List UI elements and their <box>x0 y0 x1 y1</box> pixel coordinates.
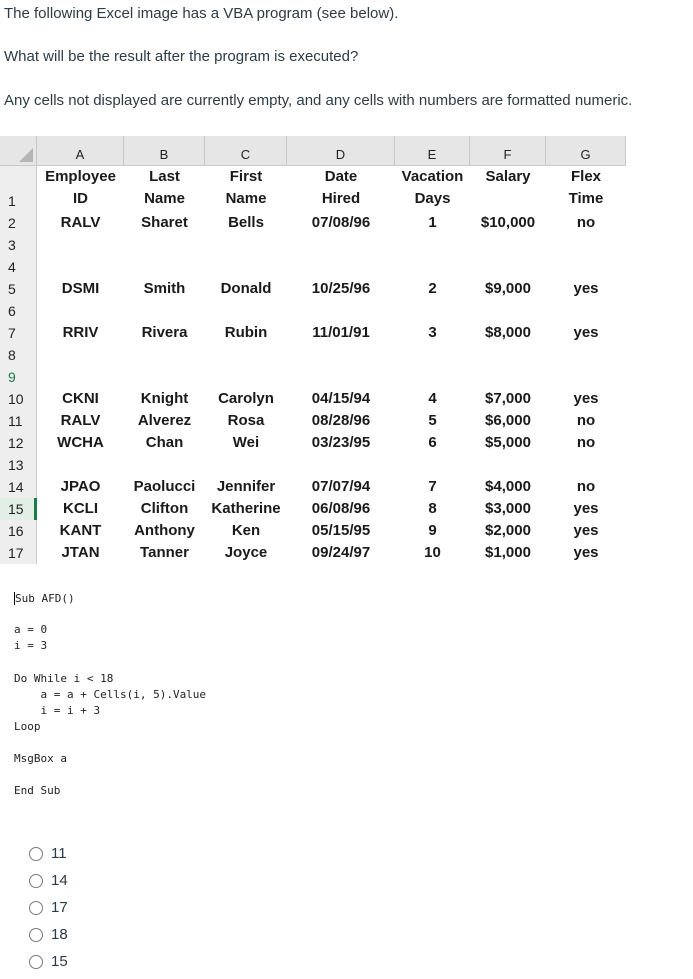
header-line1-b: Last <box>149 168 180 185</box>
cell-f14: $4,000 <box>485 478 531 495</box>
cell-g10: yes <box>573 390 599 407</box>
select-all-corner <box>0 136 37 166</box>
cell-f10: $7,000 <box>485 390 531 407</box>
header-line1-d: Date <box>324 168 358 185</box>
cell-e7: 3 <box>428 324 437 341</box>
cell-g12: no <box>576 434 596 451</box>
header-line2-g: Time <box>568 190 604 207</box>
row-header-11: 11 <box>8 413 23 429</box>
row-header-14: 14 <box>8 479 24 495</box>
cell-d10: 04/15/94 <box>311 390 371 407</box>
row-header-16: 16 <box>8 523 24 539</box>
cell-g14: no <box>576 478 596 495</box>
cell-e12: 6 <box>428 434 437 451</box>
header-line2-d: Hired <box>321 190 361 207</box>
column-header-d: D <box>287 136 395 166</box>
header-line1-c: First <box>229 168 263 185</box>
cell-a2: RALV <box>60 214 101 231</box>
excel-sheet-image <box>0 136 626 566</box>
cell-b14: Paolucci <box>133 478 196 495</box>
cell-b12: Chan <box>145 434 184 451</box>
code-line-5: a = a + Cells(i, 5).Value <box>14 688 207 701</box>
row-header-3: 3 <box>8 237 16 253</box>
cell-a7: RRIV <box>62 324 99 341</box>
cell-d15: 06/08/96 <box>311 500 371 517</box>
question-line-3: Any cells not displayed are currently empty, and any cells with numbers are formatted numeric. <box>4 92 633 109</box>
code-line-1: Sub AFD() <box>15 592 75 605</box>
cell-c2: Bells <box>228 214 264 231</box>
row-header-13: 13 <box>8 457 24 473</box>
row-header-2: 2 <box>8 215 16 231</box>
cell-d11: 08/28/96 <box>311 412 371 429</box>
cell-c14: Jennifer <box>216 478 276 495</box>
cell-b11: Alverez <box>137 412 192 429</box>
radio-icon[interactable] <box>29 901 43 915</box>
cell-g7: yes <box>573 324 599 341</box>
cell-d12: 03/23/95 <box>311 434 371 451</box>
cell-c17: Joyce <box>224 544 268 561</box>
code-line-8: MsgBox a <box>14 752 67 765</box>
cell-b7: Rivera <box>141 324 188 341</box>
column-header-e: E <box>395 136 470 166</box>
cell-f12: $5,000 <box>485 434 531 451</box>
code-line-9: End Sub <box>14 784 61 797</box>
cell-c12: Wei <box>232 434 260 451</box>
code-line-6: i = i + 3 <box>14 704 101 717</box>
column-header-b: B <box>124 136 205 166</box>
cell-f17: $1,000 <box>485 544 531 561</box>
cell-f11: $6,000 <box>485 412 531 429</box>
cell-d2: 07/08/96 <box>311 214 371 231</box>
cell-f5: $9,000 <box>485 280 531 297</box>
cell-e5: 2 <box>428 280 437 297</box>
header-line2-e: Days <box>414 190 451 207</box>
row-header-10: 10 <box>8 391 24 407</box>
column-header-f: F <box>470 136 546 166</box>
cell-g5: yes <box>573 280 599 297</box>
header-line1-a: Employee <box>45 168 116 185</box>
cell-a12: WCHA <box>57 434 104 451</box>
cell-c16: Ken <box>231 522 261 539</box>
cell-e16: 9 <box>428 522 437 539</box>
header-line2-f <box>470 188 546 210</box>
cell-b10: Knight <box>140 390 189 407</box>
header-line2-b: Name <box>144 190 185 207</box>
row-header-5: 5 <box>8 281 16 297</box>
question-line-1: The following Excel image has a VBA program (see below). <box>4 5 399 22</box>
header-line1-e: Vacation <box>401 168 464 185</box>
cell-g11: no <box>576 412 596 429</box>
cell-b16: Anthony <box>134 522 195 539</box>
cell-a16: KANT <box>59 522 102 539</box>
cell-b2: Sharet <box>141 214 188 231</box>
cell-a14: JPAO <box>60 478 101 495</box>
cell-d7: 11/01/91 <box>312 324 370 341</box>
cell-d16: 05/15/95 <box>311 522 371 539</box>
cell-a5: DSMI <box>61 280 100 297</box>
cell-f2: $10,000 <box>480 214 536 231</box>
cell-d17: 09/24/97 <box>311 544 371 561</box>
cell-e2: 1 <box>428 214 437 231</box>
cell-g15: yes <box>573 500 599 517</box>
cell-b17: Tanner <box>140 544 189 561</box>
cell-a17: JTAN <box>61 544 100 561</box>
row-header-7: 7 <box>8 325 16 341</box>
code-line-7: Loop <box>14 720 41 733</box>
row-header-9: 9 <box>8 369 16 385</box>
radio-icon[interactable] <box>29 847 43 861</box>
cell-c10: Carolyn <box>218 390 274 407</box>
header-line1-f: Salary <box>485 168 531 185</box>
cell-e14: 7 <box>428 478 437 495</box>
cell-c15: Katherine <box>211 500 281 517</box>
row-header-17: 17 <box>8 545 24 561</box>
cell-a11: RALV <box>60 412 101 429</box>
row-header-6: 6 <box>8 303 16 319</box>
row-header-12: 12 <box>8 435 24 451</box>
cell-e10: 4 <box>428 390 437 407</box>
cell-a15: KCLI <box>63 500 98 517</box>
column-header-g: G <box>546 136 626 166</box>
column-header-a: A <box>37 136 124 166</box>
cell-e17: 10 <box>424 544 441 561</box>
radio-icon[interactable] <box>29 928 43 942</box>
question-line-2: What will be the result after the program is executed? <box>4 48 359 65</box>
code-line-2: a = 0 <box>14 623 48 636</box>
row-header-1: 1 <box>8 193 16 209</box>
cell-c7: Rubin <box>224 324 268 341</box>
code-line-4: Do While i < 18 <box>14 672 114 685</box>
cell-g2: no <box>576 214 596 231</box>
radio-icon[interactable] <box>29 955 43 969</box>
cell-g17: yes <box>573 544 599 561</box>
column-header-c: C <box>205 136 287 166</box>
cell-c11: Rosa <box>227 412 265 429</box>
cell-a10: CKNI <box>62 390 99 407</box>
header-line1-g: Flex <box>570 168 601 185</box>
cell-b5: Smith <box>143 280 186 297</box>
row-header-8: 8 <box>8 347 16 363</box>
cell-e15: 8 <box>428 500 437 517</box>
cell-f16: $2,000 <box>485 522 531 539</box>
header-line2-a: ID <box>73 190 88 207</box>
cell-d5: 10/25/96 <box>311 280 371 297</box>
cell-d14: 07/07/94 <box>311 478 371 495</box>
row-header-4: 4 <box>8 259 16 275</box>
header-line2-c: Name <box>225 190 267 207</box>
row-header-15: 15 <box>8 501 24 517</box>
cell-b15: Clifton <box>140 500 189 517</box>
cell-g16: yes <box>573 522 599 539</box>
cell-e11: 5 <box>428 412 437 429</box>
radio-icon[interactable] <box>29 874 43 888</box>
cell-f7: $8,000 <box>485 324 531 341</box>
cell-f15: $3,000 <box>485 500 531 517</box>
code-line-3: i = 3 <box>14 639 48 652</box>
cell-c5: Donald <box>220 280 272 297</box>
